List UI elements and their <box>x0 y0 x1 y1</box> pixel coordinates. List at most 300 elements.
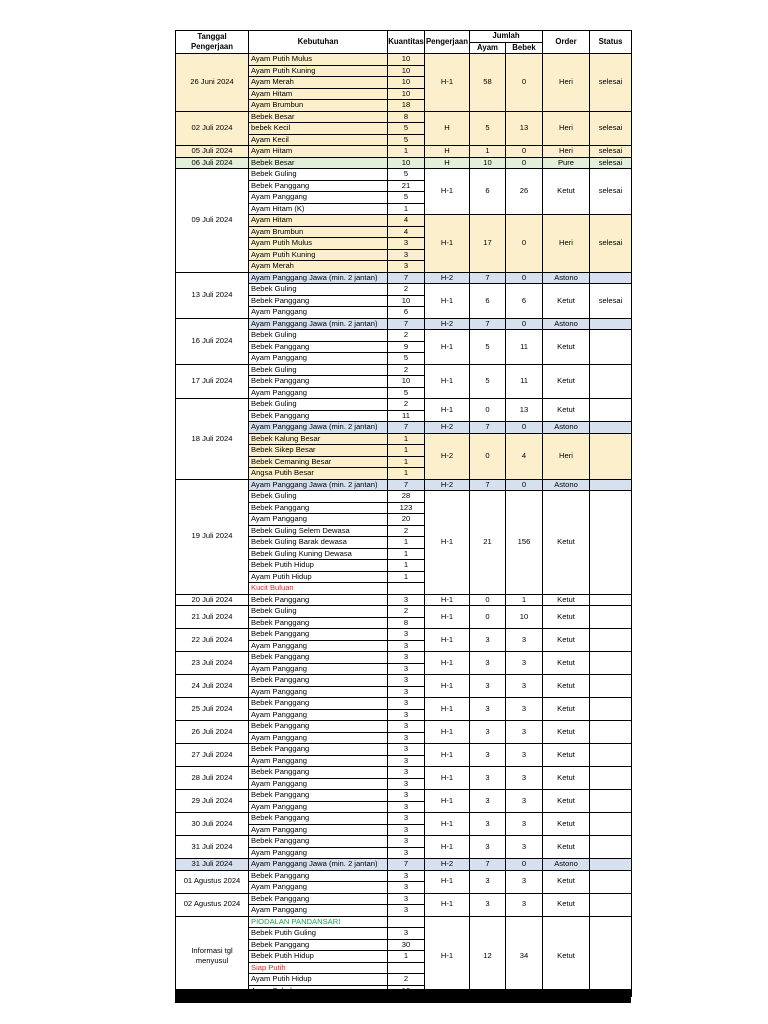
item-quantity: 1 <box>388 560 425 572</box>
pengerjaan-cell: H <box>425 111 470 146</box>
status-cell: selesai <box>590 284 632 319</box>
status-cell <box>590 916 632 997</box>
date-cell: 01 Agustus 2024 <box>176 870 249 893</box>
item-quantity <box>388 583 425 595</box>
ayam-cell: 3 <box>470 813 506 836</box>
order-cell: Ketut <box>543 916 590 997</box>
item-name: Ayam Merah <box>249 77 388 89</box>
bebek-cell: 3 <box>506 744 543 767</box>
item-name: Angsa Putih Besar <box>249 468 388 480</box>
item-quantity: 3 <box>388 824 425 836</box>
item-quantity: 2 <box>388 364 425 376</box>
item-name: Bebek Sikep Besar <box>249 445 388 457</box>
pengerjaan-cell: H-1 <box>425 836 470 859</box>
item-name: Ayam Panggang <box>249 686 388 698</box>
ayam-cell: 3 <box>470 652 506 675</box>
date-cell: 27 Juli 2024 <box>176 744 249 767</box>
item-name: Ayam Putih Kuning <box>249 65 388 77</box>
date-cell: 13 Juli 2024 <box>176 272 249 318</box>
item-quantity: 11 <box>388 410 425 422</box>
status-cell <box>590 893 632 916</box>
order-cell: Astono <box>543 479 590 491</box>
pengerjaan-cell: H-2 <box>425 318 470 330</box>
order-cell: Astono <box>543 422 590 434</box>
item-quantity: 3 <box>388 778 425 790</box>
item-name: Ayam Panggang <box>249 307 388 319</box>
item-quantity: 3 <box>388 261 425 273</box>
item-quantity: 3 <box>388 836 425 848</box>
order-cell: Heri <box>543 215 590 273</box>
item-name: Ayam Putih Mulus <box>249 238 388 250</box>
header-tanggal: Tanggal Pengerjaan <box>176 31 249 54</box>
order-cell: Ketut <box>543 364 590 399</box>
ayam-cell: 3 <box>470 721 506 744</box>
order-cell: Astono <box>543 859 590 871</box>
date-cell: 31 Juli 2024 <box>176 859 249 871</box>
order-cell: Ketut <box>543 893 590 916</box>
date-cell: 05 Juli 2024 <box>176 146 249 158</box>
item-name: Bebek Panggang <box>249 629 388 641</box>
ayam-cell: 5 <box>470 364 506 399</box>
item-name: Bebek Guling <box>249 399 388 411</box>
status-cell <box>590 859 632 871</box>
item-quantity: 5 <box>388 192 425 204</box>
bebek-cell: 0 <box>506 157 543 169</box>
item-name: Ayam Panggang <box>249 847 388 859</box>
ayam-cell: 12 <box>470 916 506 997</box>
item-quantity: 3 <box>388 790 425 802</box>
pengerjaan-cell: H-1 <box>425 813 470 836</box>
order-cell: Ketut <box>543 491 590 595</box>
order-table <box>175 30 632 997</box>
bebek-cell: 3 <box>506 870 543 893</box>
ayam-cell: 3 <box>470 767 506 790</box>
item-quantity <box>388 962 425 974</box>
ayam-cell: 3 <box>470 698 506 721</box>
item-quantity: 7 <box>388 318 425 330</box>
item-quantity: 3 <box>388 698 425 710</box>
item-name: Ayam Panggang <box>249 663 388 675</box>
item-name: Ayam Hitam <box>249 215 388 227</box>
date-cell: 23 Juli 2024 <box>176 652 249 675</box>
item-quantity: 28 <box>388 491 425 503</box>
order-cell: Ketut <box>543 399 590 422</box>
ayam-cell: 3 <box>470 744 506 767</box>
pengerjaan-cell: H-1 <box>425 594 470 606</box>
item-name: Siap Putih <box>249 962 388 974</box>
status-cell <box>590 790 632 813</box>
status-cell <box>590 836 632 859</box>
item-quantity: 1 <box>388 456 425 468</box>
status-cell <box>590 399 632 422</box>
item-name: Ayam Panggang <box>249 709 388 721</box>
date-cell: 06 Juli 2024 <box>176 157 249 169</box>
ayam-cell: 0 <box>470 606 506 629</box>
bebek-cell: 0 <box>506 215 543 273</box>
order-cell: Ketut <box>543 284 590 319</box>
bebek-cell: 3 <box>506 767 543 790</box>
order-cell: Ketut <box>543 721 590 744</box>
item-quantity: 5 <box>388 134 425 146</box>
order-cell: Ketut <box>543 606 590 629</box>
status-cell: selesai <box>590 169 632 215</box>
item-quantity: 2 <box>388 284 425 296</box>
pengerjaan-cell: H-1 <box>425 916 470 997</box>
bebek-cell: 3 <box>506 675 543 698</box>
status-cell: selesai <box>590 215 632 273</box>
pengerjaan-cell: H-1 <box>425 606 470 629</box>
item-quantity: 5 <box>388 123 425 135</box>
item-quantity: 10 <box>388 295 425 307</box>
footer-bar <box>175 989 631 1003</box>
order-cell: Astono <box>543 272 590 284</box>
bebek-cell: 3 <box>506 790 543 813</box>
status-cell <box>590 479 632 491</box>
date-cell: 31 Juli 2024 <box>176 836 249 859</box>
item-name: Bebek Panggang <box>249 893 388 905</box>
item-name: Ayam Panggang <box>249 755 388 767</box>
status-cell <box>590 675 632 698</box>
item-name: Ayam Panggang Jawa (min. 2 jantan) <box>249 859 388 871</box>
date-cell: 29 Juli 2024 <box>176 790 249 813</box>
item-quantity: 21 <box>388 180 425 192</box>
pengerjaan-cell: H-1 <box>425 364 470 399</box>
bebek-cell: 26 <box>506 169 543 215</box>
item-quantity: 3 <box>388 732 425 744</box>
order-cell: Ketut <box>543 813 590 836</box>
item-name: Ayam Putih Hidup <box>249 571 388 583</box>
ayam-cell: 3 <box>470 675 506 698</box>
item-quantity: 3 <box>388 594 425 606</box>
pengerjaan-cell: H-1 <box>425 698 470 721</box>
status-cell <box>590 606 632 629</box>
item-name: Ayam Kecil <box>249 134 388 146</box>
item-name: Bebek Guling <box>249 169 388 181</box>
item-name: Bebek Cemaning Besar <box>249 456 388 468</box>
table-row <box>176 272 632 284</box>
item-name: Bebek Panggang <box>249 295 388 307</box>
pengerjaan-cell: H-1 <box>425 169 470 215</box>
ayam-cell: 10 <box>470 157 506 169</box>
order-cell: Ketut <box>543 594 590 606</box>
item-name: Ayam Panggang <box>249 882 388 894</box>
ayam-cell: 3 <box>470 870 506 893</box>
item-quantity: 4 <box>388 226 425 238</box>
order-cell: Heri <box>543 433 590 479</box>
order-cell: Heri <box>543 54 590 112</box>
pengerjaan-cell: H-1 <box>425 721 470 744</box>
item-quantity: 3 <box>388 893 425 905</box>
item-quantity: 1 <box>388 571 425 583</box>
bebek-cell: 0 <box>506 479 543 491</box>
item-name: Bebek Guling <box>249 284 388 296</box>
item-name: Bebek Panggang <box>249 744 388 756</box>
date-cell: 20 Juli 2024 <box>176 594 249 606</box>
item-quantity: 20 <box>388 514 425 526</box>
table-row <box>176 652 632 664</box>
item-quantity: 10 <box>388 157 425 169</box>
table-row <box>176 916 632 928</box>
item-name: Bebek Panggang <box>249 721 388 733</box>
pengerjaan-cell: H-1 <box>425 399 470 422</box>
table-row <box>176 790 632 802</box>
header-kuantitas: Kuantitas <box>388 31 425 54</box>
order-cell: Ketut <box>543 790 590 813</box>
table-row <box>176 870 632 882</box>
item-quantity: 2 <box>388 606 425 618</box>
item-quantity: 3 <box>388 767 425 779</box>
status-cell <box>590 433 632 479</box>
table-row <box>176 767 632 779</box>
pengerjaan-cell: H-2 <box>425 272 470 284</box>
status-cell <box>590 652 632 675</box>
order-cell: Ketut <box>543 836 590 859</box>
order-cell: Pure <box>543 157 590 169</box>
item-quantity: 7 <box>388 272 425 284</box>
ayam-cell: 5 <box>470 111 506 146</box>
item-name: Ayam Panggang <box>249 514 388 526</box>
pengerjaan-cell: H-1 <box>425 744 470 767</box>
item-name: Bebek Panggang <box>249 790 388 802</box>
ayam-cell: 6 <box>470 169 506 215</box>
status-cell <box>590 272 632 284</box>
table-row <box>176 364 632 376</box>
table-row <box>176 169 632 181</box>
item-name: Bebek Guling <box>249 606 388 618</box>
bebek-cell: 156 <box>506 491 543 595</box>
pengerjaan-cell: H-1 <box>425 284 470 319</box>
bebek-cell: 0 <box>506 272 543 284</box>
item-name: Ayam Panggang <box>249 801 388 813</box>
bebek-cell: 3 <box>506 698 543 721</box>
status-cell: selesai <box>590 146 632 158</box>
item-quantity: 3 <box>388 870 425 882</box>
item-quantity: 3 <box>388 249 425 261</box>
order-cell: Ketut <box>543 744 590 767</box>
bebek-cell: 0 <box>506 54 543 112</box>
pengerjaan-cell: H-1 <box>425 767 470 790</box>
ayam-cell: 58 <box>470 54 506 112</box>
item-quantity: 123 <box>388 502 425 514</box>
item-name: Ayam Panggang <box>249 353 388 365</box>
item-name: PIODALAN PANDANSARI <box>249 916 388 928</box>
item-quantity: 1 <box>388 203 425 215</box>
item-name: Bebek Panggang <box>249 617 388 629</box>
item-quantity: 3 <box>388 686 425 698</box>
date-cell: 02 Juli 2024 <box>176 111 249 146</box>
item-name: Bebek Kalung Besar <box>249 433 388 445</box>
status-cell <box>590 698 632 721</box>
date-cell: 24 Juli 2024 <box>176 675 249 698</box>
table-row <box>176 859 632 871</box>
status-cell <box>590 491 632 595</box>
item-quantity: 7 <box>388 859 425 871</box>
table-row <box>176 744 632 756</box>
order-cell: Ketut <box>543 629 590 652</box>
item-quantity: 7 <box>388 479 425 491</box>
order-cell: Heri <box>543 111 590 146</box>
item-quantity: 8 <box>388 617 425 629</box>
ayam-cell: 7 <box>470 479 506 491</box>
item-quantity: 3 <box>388 721 425 733</box>
item-quantity: 2 <box>388 399 425 411</box>
bebek-cell: 3 <box>506 721 543 744</box>
item-name: bebek Kecil <box>249 123 388 135</box>
table-row <box>176 893 632 905</box>
item-quantity: 3 <box>388 905 425 917</box>
status-cell <box>590 629 632 652</box>
item-name: Ayam Merah <box>249 261 388 273</box>
item-quantity: 3 <box>388 744 425 756</box>
item-name: Ayam Brumbun <box>249 100 388 112</box>
item-quantity: 1 <box>388 951 425 963</box>
item-name: Ayam Panggang <box>249 387 388 399</box>
header-bebek: Bebek <box>506 42 543 54</box>
pengerjaan-cell: H-1 <box>425 790 470 813</box>
item-name: Ayam Putih Mulus <box>249 54 388 66</box>
pengerjaan-cell: H-1 <box>425 893 470 916</box>
item-name: Bebek Guling Selem Dewasa <box>249 525 388 537</box>
item-quantity: 4 <box>388 215 425 227</box>
date-cell: 25 Juli 2024 <box>176 698 249 721</box>
table-row <box>176 675 632 687</box>
order-cell: Ketut <box>543 169 590 215</box>
bebek-cell: 0 <box>506 146 543 158</box>
date-cell: 30 Juli 2024 <box>176 813 249 836</box>
table-row <box>176 54 632 66</box>
status-cell: selesai <box>590 54 632 112</box>
bebek-cell: 3 <box>506 629 543 652</box>
bebek-cell: 13 <box>506 111 543 146</box>
date-cell: 22 Juli 2024 <box>176 629 249 652</box>
item-name: Bebek Panggang <box>249 341 388 353</box>
table-row <box>176 836 632 848</box>
item-name: Bebek Panggang <box>249 939 388 951</box>
item-name: Bebek Panggang <box>249 836 388 848</box>
item-quantity: 5 <box>388 169 425 181</box>
item-name: Ayam Panggang <box>249 824 388 836</box>
item-name: Bebek Panggang <box>249 410 388 422</box>
order-cell: Astono <box>543 318 590 330</box>
status-cell <box>590 318 632 330</box>
ayam-cell: 7 <box>470 318 506 330</box>
header-jumlah: Jumlah <box>470 31 543 43</box>
item-name: Bebek Guling Barak dewasa <box>249 537 388 549</box>
order-cell: Ketut <box>543 652 590 675</box>
pengerjaan-cell: H-1 <box>425 54 470 112</box>
item-quantity: 3 <box>388 238 425 250</box>
ayam-cell: 17 <box>470 215 506 273</box>
item-quantity: 3 <box>388 709 425 721</box>
item-quantity: 10 <box>388 65 425 77</box>
item-quantity: 3 <box>388 640 425 652</box>
bebek-cell: 11 <box>506 364 543 399</box>
item-quantity: 3 <box>388 847 425 859</box>
pengerjaan-cell: H-1 <box>425 870 470 893</box>
item-quantity: 1 <box>388 548 425 560</box>
pengerjaan-cell: H <box>425 157 470 169</box>
item-quantity: 10 <box>388 54 425 66</box>
item-quantity: 3 <box>388 675 425 687</box>
pengerjaan-cell: H-1 <box>425 330 470 365</box>
item-name: Bebek Panggang <box>249 652 388 664</box>
item-name: Bebek Guling <box>249 330 388 342</box>
item-name: Bebek Guling Kuning Dewasa <box>249 548 388 560</box>
item-name: Bebek Panggang <box>249 698 388 710</box>
ayam-cell: 1 <box>470 146 506 158</box>
item-quantity: 6 <box>388 307 425 319</box>
item-quantity: 7 <box>388 422 425 434</box>
item-quantity: 1 <box>388 468 425 480</box>
item-name: Bebek Guling <box>249 364 388 376</box>
item-name: Ayam Panggang Jawa (min. 2 jantan) <box>249 272 388 284</box>
date-cell: 21 Juli 2024 <box>176 606 249 629</box>
item-name: Bebek Panggang <box>249 675 388 687</box>
item-name: Ayam Panggang <box>249 905 388 917</box>
date-cell: 28 Juli 2024 <box>176 767 249 790</box>
item-name: Bebek Panggang <box>249 594 388 606</box>
bebek-cell: 13 <box>506 399 543 422</box>
status-cell: selesai <box>590 157 632 169</box>
date-cell: 02 Agustus 2024 <box>176 893 249 916</box>
item-quantity: 1 <box>388 433 425 445</box>
status-cell <box>590 767 632 790</box>
status-cell <box>590 813 632 836</box>
item-quantity: 5 <box>388 387 425 399</box>
ayam-cell: 3 <box>470 629 506 652</box>
item-name: Bebek Panggang <box>249 180 388 192</box>
bebek-cell: 3 <box>506 813 543 836</box>
item-name: Ayam Brumbun <box>249 226 388 238</box>
header-pengerjaan: Pengerjaan <box>425 31 470 54</box>
item-name: Bebek Panggang <box>249 870 388 882</box>
table-row <box>176 399 632 411</box>
item-name: Ayam Panggang <box>249 192 388 204</box>
status-cell <box>590 330 632 365</box>
order-cell: Ketut <box>543 698 590 721</box>
pengerjaan-cell: H-1 <box>425 675 470 698</box>
header-status: Status <box>590 31 632 54</box>
bebek-cell: 3 <box>506 836 543 859</box>
ayam-cell: 3 <box>470 893 506 916</box>
item-quantity: 3 <box>388 801 425 813</box>
table-row <box>176 146 632 158</box>
item-quantity: 3 <box>388 928 425 940</box>
item-name: Ayam Panggang Jawa (min. 2 jantan) <box>249 318 388 330</box>
item-quantity: 3 <box>388 663 425 675</box>
item-quantity: 1 <box>388 146 425 158</box>
item-quantity: 30 <box>388 939 425 951</box>
status-cell <box>590 721 632 744</box>
ayam-cell: 0 <box>470 399 506 422</box>
pengerjaan-cell: H <box>425 146 470 158</box>
item-name: Bebek Besar <box>249 157 388 169</box>
item-quantity: 3 <box>388 882 425 894</box>
item-name: Bebek Panggang <box>249 767 388 779</box>
ayam-cell: 0 <box>470 594 506 606</box>
item-name: Bebek Panggang <box>249 813 388 825</box>
order-cell: Heri <box>543 146 590 158</box>
item-name: Ayam Hitam <box>249 88 388 100</box>
header-ayam: Ayam <box>470 42 506 54</box>
bebek-cell: 3 <box>506 652 543 675</box>
item-name: Bebek Putih Hidup <box>249 560 388 572</box>
header-kebutuhan: Kebutuhan <box>249 31 388 54</box>
item-quantity: 2 <box>388 525 425 537</box>
bebek-cell: 10 <box>506 606 543 629</box>
date-cell: 26 Juni 2024 <box>176 54 249 112</box>
status-cell <box>590 422 632 434</box>
